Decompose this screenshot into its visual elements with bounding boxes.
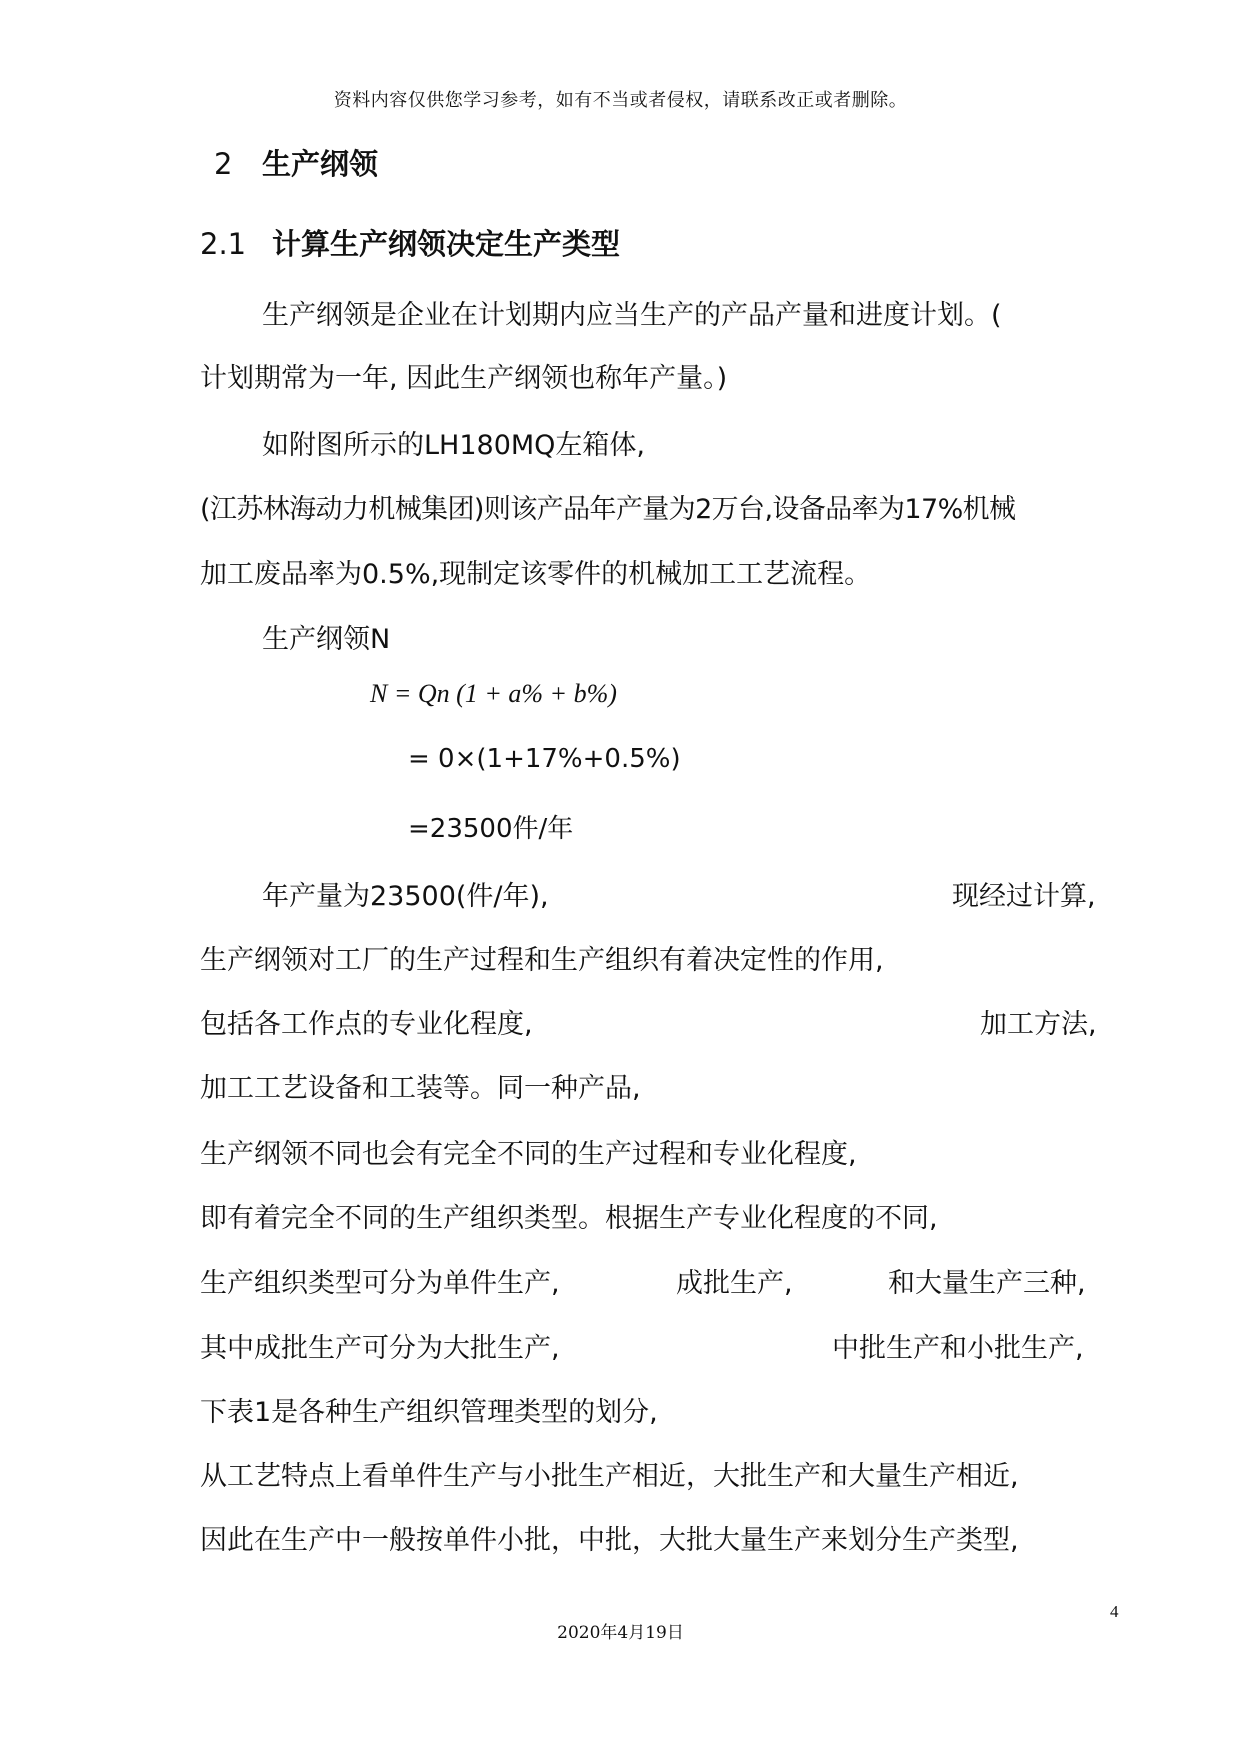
subsection-title: 计算生产纲领决定生产类型 [272,227,621,261]
body-line-right: 和大量生产三种, [888,1268,1086,1299]
body-line: 生产纲领对工厂的生产过程和生产组织有着决定性的作用, [200,945,884,976]
formula-line-3: =23500件/年 [408,814,574,844]
body-line: 即有着完全不同的生产组织类型。根据生产专业化程度的不同, [200,1203,938,1234]
body-line: 因此在生产中一般按单件小批，中批，大批大量生产来划分生产类型, [200,1525,1019,1556]
body-line-left: 年产量为23500(件/年), [262,881,549,912]
body-line-right: 中批生产和小批生产, [832,1333,1084,1364]
paragraph-line: 如附图所示的LH180MQ左箱体, [262,430,646,461]
body-line-right: 现经过计算, [952,881,1096,912]
paragraph-line: 生产纲领是企业在计划期内应当生产的产品产量和进度计划。( [262,300,1002,331]
footer-date: 2020年4月19日 [557,1623,684,1643]
body-line: 加工工艺设备和工装等。同一种产品, [200,1073,641,1104]
page-number: 4 [1110,1602,1119,1621]
subsection-number: 2.1 [200,227,247,261]
body-line: 从工艺特点上看单件生产与小批生产相近，大批生产和大量生产相近, [200,1461,1019,1492]
paragraph-line: (江苏林海动力机械集团)则该产品年产量为2万台,设备品率为17%机械 [200,494,1016,525]
body-line-left: 生产组织类型可分为单件生产, [200,1268,560,1299]
formula-line-2: = 0×(1+17%+0.5%) [408,744,681,774]
section-number: 2 [214,147,233,181]
body-line: 生产纲领不同也会有完全不同的生产过程和专业化程度, [200,1139,857,1170]
body-line: 下表1是各种生产组织管理类型的划分, [200,1397,658,1428]
paragraph-line: 生产纲领N [262,624,391,655]
body-line-right: 加工方法, [980,1009,1097,1040]
paragraph-line: 计划期常为一年, 因此生产纲领也称年产量。) [200,363,728,394]
formula-line-1: N = Qn (1 + a% + b%) [370,679,617,708]
header-disclaimer: 资料内容仅供您学习参考，如有不当或者侵权，请联系改正或者删除。 [333,90,908,111]
paragraph-line: 加工废品率为0.5%,现制定该零件的机械加工工艺流程。 [200,559,872,590]
section-title: 生产纲领 [262,147,379,181]
body-line-left: 其中成批生产可分为大批生产, [200,1333,560,1364]
section-heading [214,142,378,183]
body-line-left: 包括各工作点的专业化程度, [200,1009,533,1040]
subsection-heading [200,222,620,263]
body-line-middle: 成批生产, [676,1268,793,1299]
